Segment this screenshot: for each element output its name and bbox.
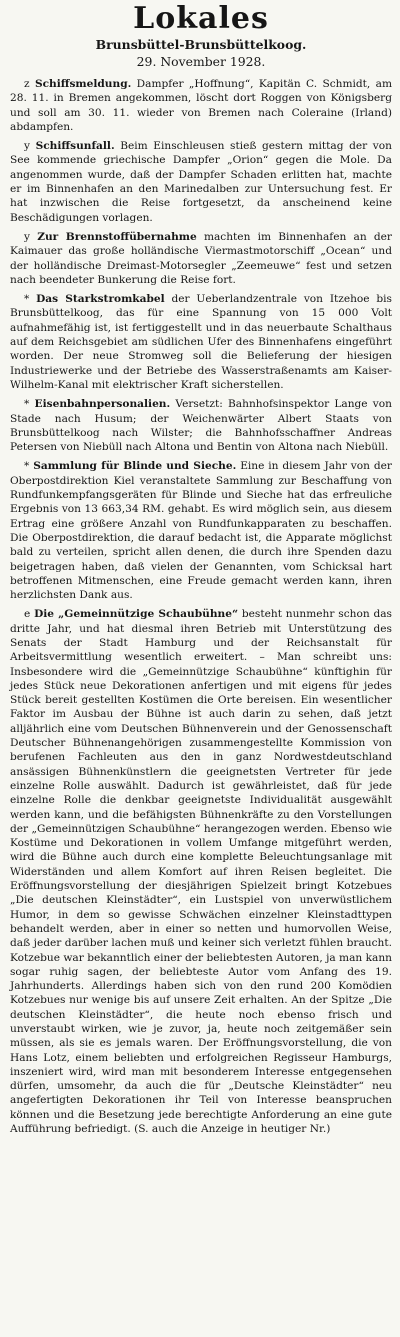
news-item-brennstoffuebernahme xyxy=(10,230,392,287)
item-heading: Eisenbahnpersonalien. xyxy=(34,398,171,411)
item-marker: * xyxy=(24,398,30,411)
news-item-eisenbahnpersonalien xyxy=(10,397,392,454)
dateline-place: Brunsbüttel-Brunsbüttelkoog. xyxy=(95,37,307,52)
news-item-schaubuehne xyxy=(10,607,392,1136)
item-marker: * xyxy=(24,460,30,473)
news-item-sammlung xyxy=(10,459,392,602)
item-heading: Sammlung für Blinde und Sieche. xyxy=(33,460,237,473)
section-title: Lokales xyxy=(133,1,269,36)
item-heading: Schiffsunfall. xyxy=(35,140,115,153)
dateline-date: 29. November 1928. xyxy=(136,54,266,69)
news-item-schiffsunfall xyxy=(10,139,392,225)
item-heading: Die „Gemeinnützige Schaubühne“ xyxy=(34,608,239,621)
item-marker: z xyxy=(24,78,30,90)
item-heading: Schiffsmeldung. xyxy=(34,78,132,90)
item-text: Versetzt: Bahnhofsinspektor Lange von Stade nach Husum; der Weichenwärter Albert Staats von Brunsbüttelkoog nach Wilster; die Bahnhofsschaffner Andreas Petersen von Niebüll nach Altona und Bentin von Altona nach Niebüll. xyxy=(10,398,392,454)
news-item-starkstromkabel xyxy=(10,292,392,392)
news-item-schiffsmeldung xyxy=(10,77,392,134)
item-text: machten im Binnenhafen an der Kaimauer das große holländische Viermastmotorschiff „Ocean“ und der holländische Dreimast-Motorsegler „Zeemeuwe“ fest und setzen nach beendeter Bunkerung die Reise fort. xyxy=(10,230,392,286)
section-masthead xyxy=(10,2,392,71)
item-heading: Das Starkstromkabel xyxy=(36,293,165,306)
item-text: Dampfer „Hoffnung“, Kapitän C. Schmidt, am 28. 11. in Bremen angekommen, löscht dort Roggen von Königsberg und soll am 30. 11. wieder von Bremen nach Coleraine (Irland) abdampfen. xyxy=(10,78,392,133)
item-marker: * xyxy=(24,293,30,306)
item-marker: y xyxy=(24,230,30,243)
item-heading: Zur Brennstoffübernahme xyxy=(37,230,197,243)
item-marker: e xyxy=(24,608,31,621)
item-text: Beim Einschleusen stieß gestern mittag der von See kommende griechische Dampfer „Orion“ gegen die Mole. Da angenommen wurde, daß der Dampfer Schaden erlitten hat, machte er im Binnenhafen an den Marinedalben zur Untersuchung fest. Er hat inzwischen die Reise fortgesetzt, da anscheinend keine Beschädigungen vorlagen. xyxy=(10,140,392,224)
item-text: Eine in diesem Jahr von der Oberpostdirektion Kiel veranstaltete Sammlung zur Beschaffung von Rundfunkempfangsgeräten für Blinde und Sieche hat das erfreuliche Ergebnis von 13 663,34 RM. gehabt. Es wird möglich sein, aus diesem Ertrag eine größere Anzahl von Rundfunkapparaten zu beschaffen. Die Oberpostdirektion, die darauf bedacht ist, die Apparate möglichst bald zu verteilen, spricht allen denen, die durch ihre Spenden dazu beigetragen haben, daß vielen der Genannten, vom Schicksal hart betroffenen Mitmenschen, eine Freude gemacht werden kann, ihren herzlichsten Dank aus. xyxy=(10,460,392,602)
item-text: besteht nunmehr schon das dritte Jahr, und hat diesmal ihren Betrieb mit Unterstützung des Senats der Stadt Hamburg und der Reichsanstalt für Arbeitsvermittlung wesentlich erweitert. – Man schreibt uns: Insbesondere wird die „Gemeinnützige Schaubühne“ künftighin für jedes Stück neue Dekorationen anfertigen und mit eigens für jedes Stück bereit gestellten Kostümen die Orte bereisen. Ein wesentlicher Faktor im Ausbau der Bühne ist auch darin zu sehen, daß jetzt alljährlich eine vom Deutschen Bühnenverein und der Genossenschaft Deutscher Bühnenangehörigen zusammengestellte Kommission von berufenen Fachleuten aus den in ganz Nordwestdeutschland ansässigen Bühnenkünstlern die geeignetsten Vertreter für jede einzelne Rolle auswählt. Dadurch ist gewährleistet, daß für jede einzelne Rolle die denkbar geeignetste Individualität ausgewählt werden kann, und die befähigsten Bühnenkräfte zu den Vorstellungen der „Gemeinnützigen Schaubühne“ herangezogen werden. Ebenso wie Kostüme und Dekorationen in vollem Umfange mitgeführt werden, wird die Bühne auch durch eine komplette Beleuchtungsanlage mit Widerständen und allem Komfort auf ihren Reisen begleitet. Die Eröffnungsvorstellung der diesjährigen Spielzeit bringt Kotzebues „Die deutschen Kleinstädter“, ein Lustspiel von unverwüstlichem Humor, in dem so gewisse Schwächen einzelner Kleinstadttypen behandelt werden, aber in einer so netten und humorvollen Weise, daß jeder darüber lachen muß und keiner sich verletzt fühlen braucht. Kotzebue war bekanntlich einer der beliebtesten Autoren, ja man kann sogar ruhig sagen, der beliebteste Autor vom Anfang des 19. Jahrhunderts. Allerdings haben sich von den rund 200 Komödien Kotzebues nur wenige bis auf unsere Zeit erhalten. An der Spitze „Die deutschen Kleinstädter“, die heute noch ebenso frisch und unverstaubt wirken, wie je zuvor, ja, heute noch zeitgemäßer sein müssen, als sie es jemals waren. Der Eröffnungsvorstellung, die von Hans Lotz, einem beliebten und erfolgreichen Regisseur Hamburgs, inszeniert wird, wird man mit besonderem Interesse entgegensehen dürfen, umsomehr, da auch die für „Deutsche Kleinstädter“ neu angefertigten Dekorationen ihr Teil von Interesse beanspruchen können und die Besetzung jede berechtigte Anforderung an eine gute Aufführung befriedigt. (S. auch die Anzeige in heutiger Nr.) xyxy=(10,608,392,1136)
item-marker: y xyxy=(24,140,30,153)
item-text: der Ueberlandzentrale von Itzehoe bis Brunsbüttelkoog, das für eine Spannung von 15 000 Volt aufnahmefähig ist, ist fertiggestellt und in das neuerbaute Schalthaus auf dem Reichsgebiet am südlichen Ufer des Binnenhafens eingeführt worden. Der neue Stromweg soll die Belieferung der hiesigen Industriewerke und der Betriebe des Wasserstraßenamts am Kaiser-Wilhelm-Kanal mit elektrischer Kraft sicherstellen. xyxy=(10,293,392,391)
